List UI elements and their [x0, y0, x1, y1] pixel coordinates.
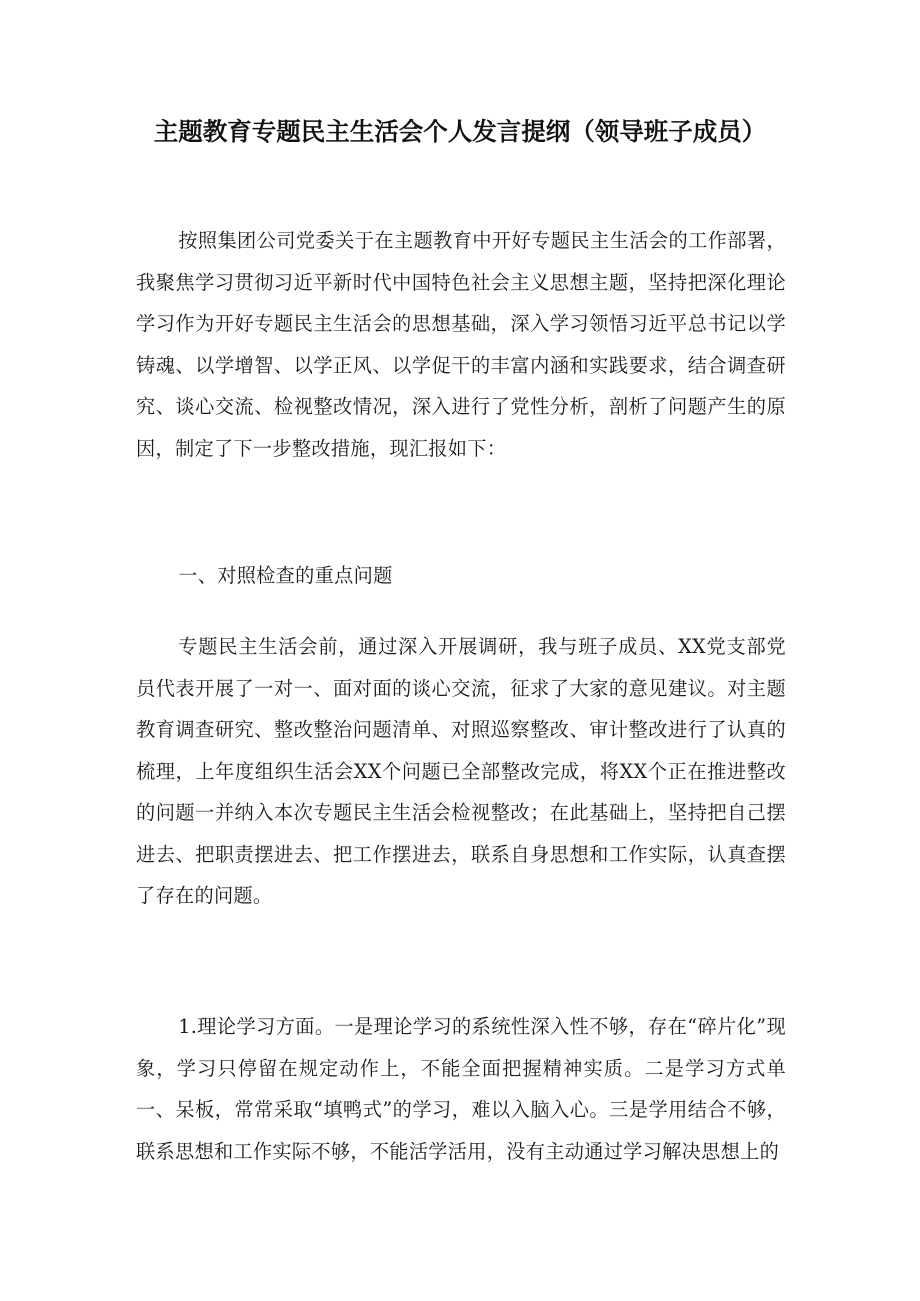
section-heading: 一、对照检查的重点问题 — [178, 564, 393, 587]
body-paragraph: 专题民主生活会前，通过深入开展调研，我与班子成员、XX党支部党员代表开展了一对一、面对面的谈心交流，征求了大家的意见建议。对主题教育调查研究、整改整治问题清单、对照巡察整改、审计整改进行了认真的梳理，上年度组织生活会XX个问题已全部整改完成，将XX个正在推进整改的问题一并纳入本次专题民主生活会检视整改；在此基础上，坚持把自己摆进去、把职责摆进去、把工作摆进去，联系自身思想和工作实际，认真查摆了存在的问题。 — [136, 635, 786, 907]
intro-paragraph: 按照集团公司党委关于在主题教育中开好专题民主生活会的工作部署，我聚焦学习贯彻习近平新时代中国特色社会主义思想主题，坚持把深化理论学习作为开好专题民主生活会的思想基础，深入学习领悟习近平总书记以学铸魂、以学增智、以学正风、以学促干的丰富内涵和实践要求，结合调查研究、谈心交流、检视整改情况，深入进行了党性分析，剖析了问题产生的原因，制定了下一步整改措施，现汇报如下： — [136, 229, 786, 460]
document-title: 主题教育专题民主生活会个人发言提纲（领导班子成员） — [153, 117, 767, 146]
item-1-paragraph: 1.理论学习方面。一是理论学习的系统性深入性不够，存在“碎片化”现象，学习只停留在规定动作上，不能全面把握精神实质。二是学习方式单一、呆板，常常采取“填鸭式”的学习，难以入脑入心。三是学用结合不够，联系思想和工作实际不够，不能活学活用，没有主动通过学习解决思想上的 — [136, 1015, 786, 1163]
